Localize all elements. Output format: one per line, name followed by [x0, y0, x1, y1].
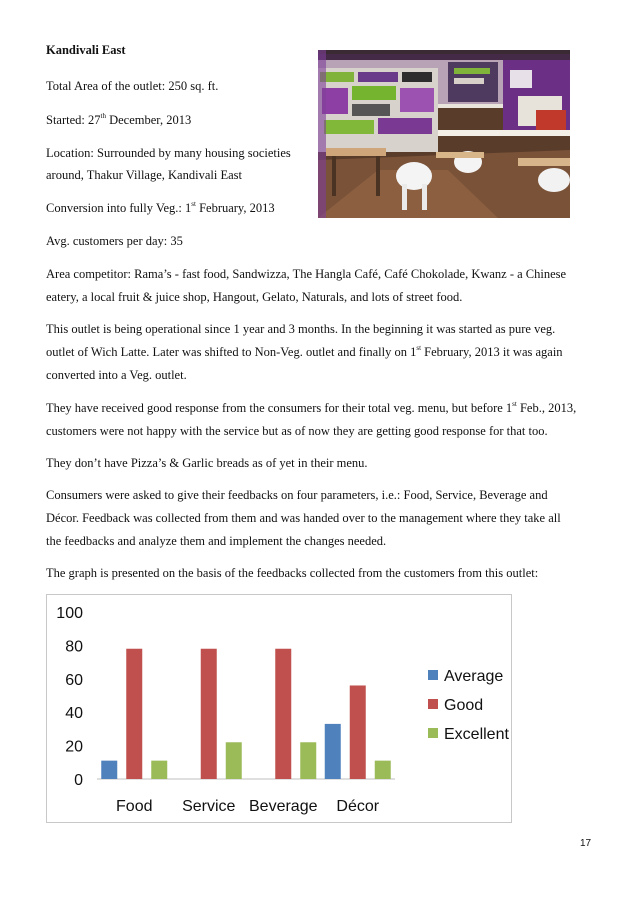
- bar-good-2: [275, 649, 291, 779]
- bar-good-0: [126, 649, 142, 779]
- bar-excellent-0: [151, 761, 167, 779]
- chart-canvas: [47, 595, 511, 822]
- competitor-line-2: eatery, a local fruit & juice shop, Hangout, Gelato, Naturals, and lots of street food.: [46, 290, 463, 304]
- legend-label-excellent: Excellent: [444, 726, 509, 743]
- location-line-1: Location: Surrounded by many housing societies: [46, 146, 291, 160]
- legend-swatch-average: [428, 670, 438, 680]
- bar-good-1: [201, 649, 217, 779]
- section-heading: Kandivali East: [46, 43, 126, 57]
- bar-excellent-2: [300, 742, 316, 779]
- bar-excellent-3: [375, 761, 391, 779]
- conversion-text: Conversion into fully Veg.: 1st February, 2013: [46, 200, 275, 215]
- response-line-1: They have received good response from the consumers for their total veg. menu, but before 1st Feb., 2013,: [46, 400, 577, 415]
- location-line-2: around, Thakur Village, Kandivali East: [46, 168, 242, 182]
- bar-good-3: [350, 685, 366, 779]
- menu-note: They don’t have Pizza’s & Garlic breads as of yet in their menu.: [46, 456, 368, 470]
- competitor-line-1: Area competitor: Rama’s - fast food, Sandwizza, The Hangla Café, Café Chokolade, Kwanz - a Chinese: [46, 267, 567, 281]
- feedback-line-1: Consumers were asked to give their feedbacks on four parameters, i.e.: Food, Service, Beverage and: [46, 488, 548, 502]
- customers-text: Avg. customers per day: 35: [46, 234, 183, 248]
- x-tick-label: Décor: [336, 798, 380, 815]
- bar-average-3: [325, 724, 341, 779]
- graph-intro: The graph is presented on the basis of the feedbacks collected from the customers from this outlet:: [46, 566, 539, 580]
- area-text: Total Area of the outlet: 250 sq. ft.: [46, 79, 219, 93]
- legend-swatch-excellent: [428, 728, 438, 738]
- y-tick-label: 100: [56, 605, 83, 622]
- x-tick-label: Food: [116, 798, 153, 815]
- feedback-line-3: the feedbacks and analyze them and implement the changes needed.: [46, 534, 387, 548]
- y-tick-label: 80: [65, 638, 83, 656]
- started-text: Started: 27th December, 2013: [46, 112, 192, 127]
- outlet-photo: [318, 50, 570, 218]
- response-line-2: customers were not happy with the service but as of now they are getting good response for that too.: [46, 424, 548, 438]
- bar-average-0: [101, 761, 117, 779]
- y-tick-label: 20: [65, 738, 83, 756]
- operational-line-1: This outlet is being operational since 1 year and 3 months. In the beginning it was started as pure veg.: [46, 322, 556, 336]
- operational-line-3: converted into a Veg. outlet.: [46, 368, 187, 382]
- y-tick-label: 40: [65, 705, 83, 723]
- legend-label-average: Average: [444, 668, 504, 685]
- legend-label-good: Good: [444, 697, 484, 714]
- x-tick-label: Beverage: [249, 798, 318, 815]
- page-number: 17: [580, 838, 592, 849]
- y-tick-label: 60: [65, 671, 83, 689]
- x-tick-label: Service: [182, 798, 236, 815]
- operational-line-2: outlet of Wich Latte. Later was shifted to Non-Veg. outlet and finally on 1st February, 2013 it was again: [46, 344, 563, 359]
- bar-excellent-1: [226, 742, 242, 779]
- legend-swatch-good: [428, 699, 438, 709]
- feedback-chart: [46, 594, 512, 823]
- feedback-line-2: Décor. Feedback was collected from them and was handed over to the management where they take all: [46, 511, 561, 525]
- y-tick-label: 0: [74, 772, 83, 789]
